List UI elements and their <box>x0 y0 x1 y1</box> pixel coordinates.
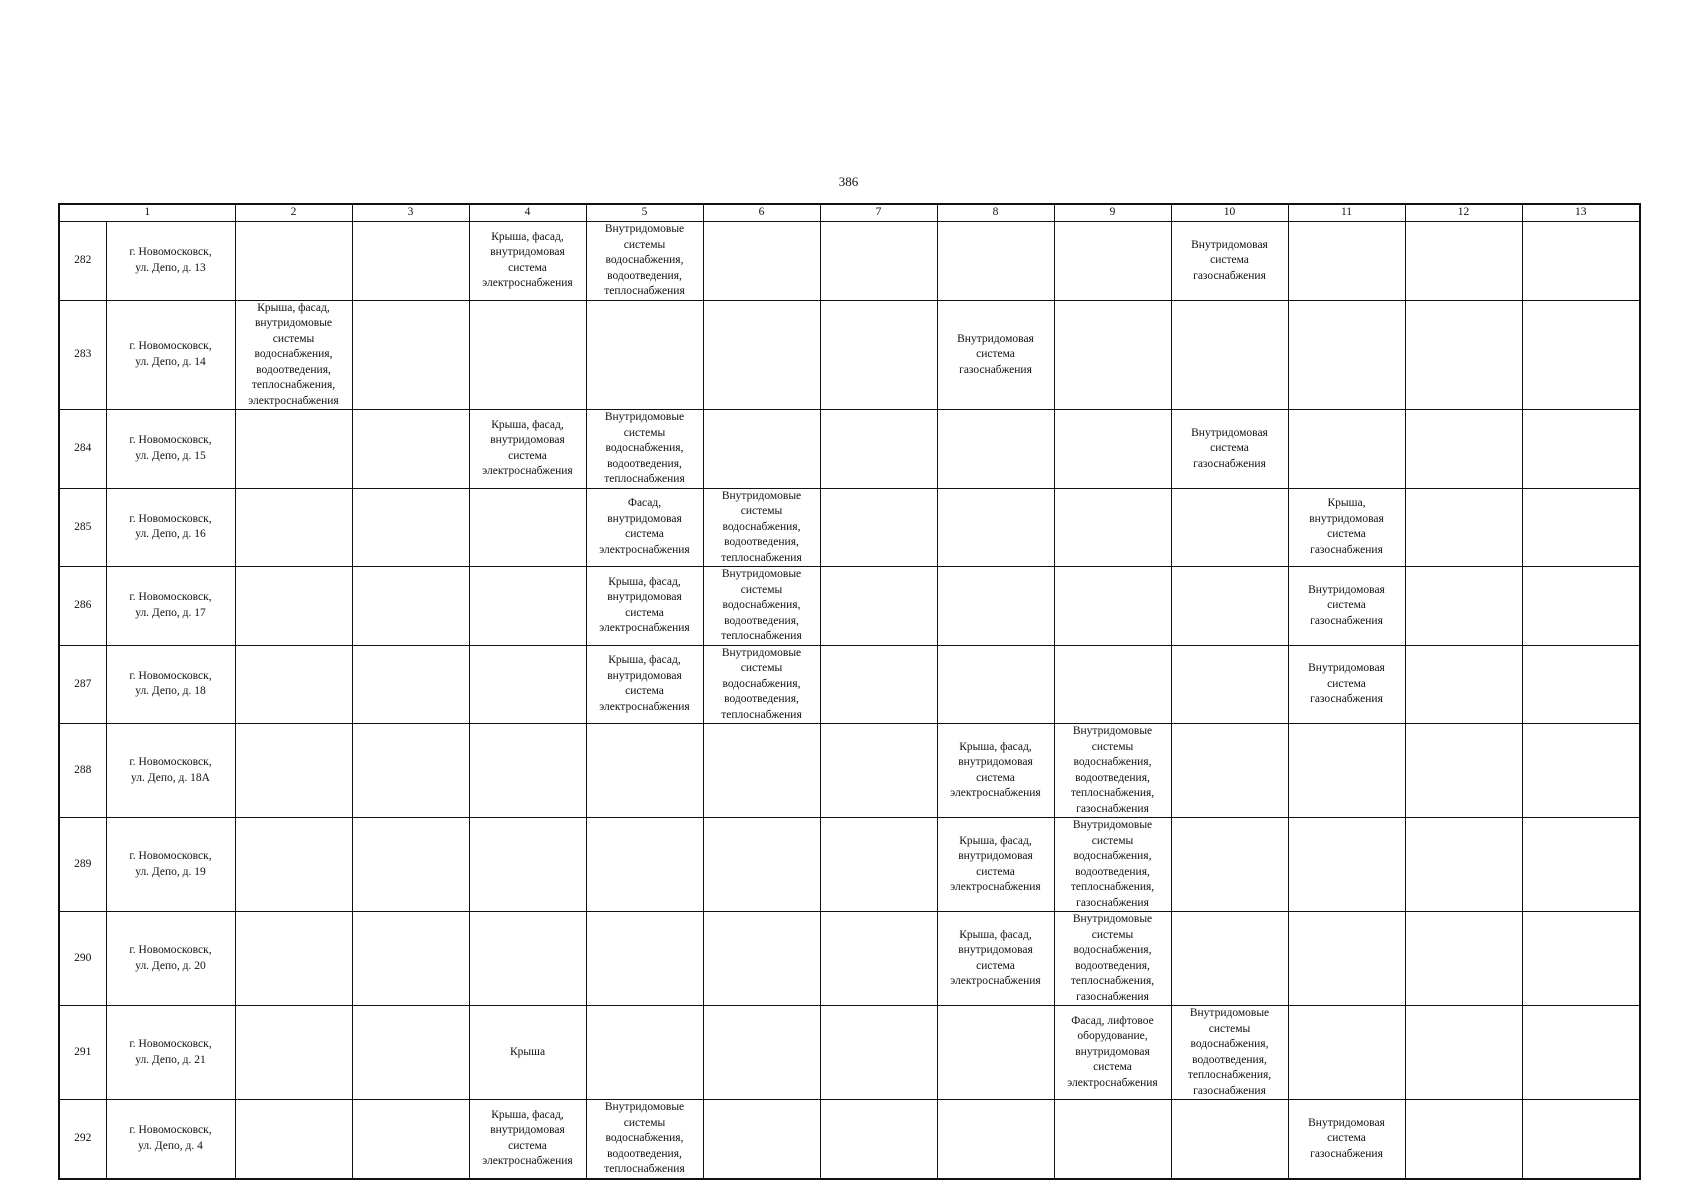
row-address <box>106 488 235 567</box>
cell-col-10 <box>1171 912 1288 1006</box>
cell-col-8 <box>937 300 1054 410</box>
cell-col-6 <box>703 724 820 818</box>
column-header-11: 11 <box>1288 204 1405 222</box>
cell-col-5 <box>586 567 703 646</box>
cell-col-10 <box>1171 645 1288 724</box>
row-number: 286 <box>59 567 106 646</box>
table-row <box>59 488 1640 567</box>
cell-col-7 <box>820 818 937 912</box>
cell-col-9 <box>1054 818 1171 912</box>
cell-col-9 <box>1054 724 1171 818</box>
cell-col-10 <box>1171 488 1288 567</box>
cell-col-11 <box>1288 818 1405 912</box>
cell-col-11 <box>1288 488 1405 567</box>
cell-col-11 <box>1288 410 1405 489</box>
cell-col-8 <box>937 222 1054 301</box>
row-address <box>106 222 235 301</box>
cell-text: Внутридомовые системы водоснабжения, водоотведения, теплоснабжения <box>604 411 685 485</box>
cell-text: Внутридомовая система газоснабжения <box>1308 583 1385 627</box>
table-row <box>59 645 1640 724</box>
cell-col-13 <box>1522 645 1640 724</box>
cell-text: Крыша, фасад, внутридомовая система электроснабжения <box>599 654 690 713</box>
cell-col-10 <box>1171 410 1288 489</box>
cell-col-11 <box>1288 645 1405 724</box>
cell-col-2 <box>235 1006 352 1100</box>
cell-col-11 <box>1288 1100 1405 1179</box>
column-header-3: 3 <box>352 204 469 222</box>
row-number: 287 <box>59 645 106 724</box>
cell-col-3 <box>352 1100 469 1179</box>
row-address <box>106 912 235 1006</box>
table-body <box>59 222 1640 1179</box>
cell-col-6 <box>703 567 820 646</box>
cell-col-5 <box>586 912 703 1006</box>
row-number: 291 <box>59 1006 106 1100</box>
cell-text: Крыша, фасад, внутридомовые системы водоснабжения, водоотведения, теплоснабжения, электроснабжения <box>248 301 339 407</box>
cell-col-3 <box>352 912 469 1006</box>
cell-text: Крыша <box>509 1045 546 1058</box>
cell-col-2 <box>235 724 352 818</box>
cell-col-4 <box>469 1100 586 1179</box>
cell-col-2 <box>235 567 352 646</box>
column-header-10: 10 <box>1171 204 1288 222</box>
cell-col-8 <box>937 912 1054 1006</box>
cell-col-8 <box>937 818 1054 912</box>
cell-col-5 <box>586 222 703 301</box>
cell-col-8 <box>937 1006 1054 1100</box>
row-number: 288 <box>59 724 106 818</box>
column-header-9: 9 <box>1054 204 1171 222</box>
cell-col-3 <box>352 410 469 489</box>
column-header-6: 6 <box>703 204 820 222</box>
cell-col-5 <box>586 1006 703 1100</box>
cell-text: Внутридомовые системы водоснабжения, водоотведения, теплоснабжения, газоснабжения <box>1070 819 1155 909</box>
header-row <box>59 204 1640 222</box>
cell-text: Крыша, фасад, внутридомовая система электроснабжения <box>950 928 1041 987</box>
row-number: 290 <box>59 912 106 1006</box>
cell-col-8 <box>937 410 1054 489</box>
address-text: г. Новомосковск, ул. Депо, д. 19 <box>129 850 212 878</box>
cell-col-2 <box>235 222 352 301</box>
cell-col-12 <box>1405 410 1522 489</box>
cell-col-13 <box>1522 724 1640 818</box>
cell-col-4 <box>469 1006 586 1100</box>
cell-col-3 <box>352 724 469 818</box>
cell-col-10 <box>1171 1100 1288 1179</box>
cell-col-7 <box>820 724 937 818</box>
cell-col-7 <box>820 222 937 301</box>
cell-text: Внутридомовые системы водоснабжения, водоотведения, теплоснабжения <box>721 489 802 564</box>
column-header-2: 2 <box>235 204 352 222</box>
cell-col-2 <box>235 645 352 724</box>
column-header-1: 1 <box>59 204 235 222</box>
cell-text: Внутридомовая система газоснабжения <box>1191 238 1268 282</box>
column-header-12: 12 <box>1405 204 1522 222</box>
table-row <box>59 1006 1640 1100</box>
cell-col-2 <box>235 818 352 912</box>
cell-col-8 <box>937 724 1054 818</box>
cell-col-4 <box>469 300 586 410</box>
cell-col-6 <box>703 1006 820 1100</box>
table-row <box>59 724 1640 818</box>
cell-col-7 <box>820 912 937 1006</box>
cell-col-3 <box>352 488 469 567</box>
cell-col-3 <box>352 300 469 410</box>
cell-col-6 <box>703 488 820 567</box>
cell-text: Внутридомовые системы водоснабжения, водоотведения, теплоснабжения <box>604 1101 685 1175</box>
cell-col-12 <box>1405 912 1522 1006</box>
cell-col-2 <box>235 488 352 567</box>
cell-col-12 <box>1405 645 1522 724</box>
cell-col-10 <box>1171 818 1288 912</box>
cell-col-11 <box>1288 300 1405 410</box>
cell-col-9 <box>1054 222 1171 301</box>
cell-col-11 <box>1288 1006 1405 1100</box>
address-text: г. Новомосковск, ул. Депо, д. 18 <box>129 669 212 698</box>
address-text: г. Новомосковск, ул. Депо, д. 15 <box>129 434 212 462</box>
cell-col-11 <box>1288 724 1405 818</box>
cell-col-9 <box>1054 1006 1171 1100</box>
cell-col-6 <box>703 300 820 410</box>
cell-col-3 <box>352 567 469 646</box>
cell-col-3 <box>352 1006 469 1100</box>
address-text: г. Новомосковск, ул. Депо, д. 21 <box>129 1038 212 1066</box>
cell-col-12 <box>1405 488 1522 567</box>
row-address <box>106 724 235 818</box>
cell-col-7 <box>820 410 937 489</box>
column-header-5: 5 <box>586 204 703 222</box>
column-header-4: 4 <box>469 204 586 222</box>
cell-col-2 <box>235 912 352 1006</box>
cell-col-12 <box>1405 818 1522 912</box>
table-row <box>59 300 1640 410</box>
cell-col-4 <box>469 818 586 912</box>
address-text: г. Новомосковск, ул. Депо, д. 18А <box>129 756 212 784</box>
row-address <box>106 1006 235 1100</box>
page-number: 386 <box>838 174 859 189</box>
cell-col-10 <box>1171 724 1288 818</box>
cell-col-7 <box>820 300 937 410</box>
row-address <box>106 1100 235 1179</box>
cell-text: Крыша, фасад, внутридомовая система электроснабжения <box>482 418 573 478</box>
cell-col-13 <box>1522 488 1640 567</box>
cell-text: Фасад, лифтовое оборудование, внутридомовая система электроснабжения <box>1067 1014 1158 1089</box>
cell-col-7 <box>820 1006 937 1100</box>
row-address <box>106 300 235 410</box>
cell-col-7 <box>820 1100 937 1179</box>
cell-col-4 <box>469 645 586 724</box>
cell-text: Внутридомовые системы водоснабжения, водоотведения, теплоснабжения, газоснабжения <box>1070 725 1155 815</box>
cell-text: Крыша, фасад, внутридомовая система электроснабжения <box>482 230 573 290</box>
cell-col-4 <box>469 222 586 301</box>
address-text: г. Новомосковск, ул. Депо, д. 4 <box>129 1124 212 1152</box>
column-header-13: 13 <box>1522 204 1640 222</box>
row-address <box>106 410 235 489</box>
row-address <box>106 567 235 646</box>
column-header-8: 8 <box>937 204 1054 222</box>
cell-col-12 <box>1405 1100 1522 1179</box>
address-text: г. Новомосковск, ул. Депо, д. 20 <box>129 944 212 972</box>
cell-text: Внутридомовые системы водоснабжения, водоотведения, теплоснабжения, газоснабжения <box>1187 1007 1272 1097</box>
cell-col-11 <box>1288 222 1405 301</box>
cell-text: Внутридомовая система газоснабжения <box>1308 1116 1385 1160</box>
cell-text: Внутридомовая система газоснабжения <box>1191 426 1268 470</box>
cell-col-7 <box>820 488 937 567</box>
table-row <box>59 410 1640 489</box>
cell-col-8 <box>937 567 1054 646</box>
cell-col-6 <box>703 410 820 489</box>
cell-text: Крыша, фасад, внутридомовая система электроснабжения <box>950 740 1041 799</box>
cell-col-13 <box>1522 300 1640 410</box>
cell-col-13 <box>1522 222 1640 301</box>
cell-col-12 <box>1405 1006 1522 1100</box>
cell-col-13 <box>1522 818 1640 912</box>
table-row <box>59 1100 1640 1179</box>
cell-text: Внутридомовые системы водоснабжения, водоотведения, теплоснабжения <box>721 646 802 721</box>
cell-text: Крыша, фасад, внутридомовая система электроснабжения <box>482 1108 573 1168</box>
cell-text: Внутридомовая система газоснабжения <box>957 332 1034 376</box>
cell-col-9 <box>1054 300 1171 410</box>
cell-text: Крыша, внутридомовая система газоснабжения <box>1309 497 1384 556</box>
table-row <box>59 818 1640 912</box>
cell-col-4 <box>469 724 586 818</box>
cell-col-8 <box>937 488 1054 567</box>
cell-col-9 <box>1054 912 1171 1006</box>
cell-col-5 <box>586 724 703 818</box>
cell-col-13 <box>1522 1100 1640 1179</box>
row-number: 284 <box>59 410 106 489</box>
cell-col-6 <box>703 645 820 724</box>
cell-col-6 <box>703 1100 820 1179</box>
cell-col-3 <box>352 222 469 301</box>
cell-col-2 <box>235 300 352 410</box>
row-address <box>106 645 235 724</box>
cell-col-5 <box>586 300 703 410</box>
cell-col-13 <box>1522 567 1640 646</box>
address-text: г. Новомосковск, ул. Депо, д. 13 <box>129 246 212 274</box>
cell-col-4 <box>469 912 586 1006</box>
row-address <box>106 818 235 912</box>
cell-col-2 <box>235 1100 352 1179</box>
row-number: 292 <box>59 1100 106 1179</box>
address-text: г. Новомосковск, ул. Депо, д. 16 <box>129 512 212 541</box>
table-row <box>59 912 1640 1006</box>
schedule-table <box>58 203 1641 1180</box>
table-header <box>59 204 1640 222</box>
row-number: 289 <box>59 818 106 912</box>
cell-col-6 <box>703 818 820 912</box>
cell-col-12 <box>1405 567 1522 646</box>
cell-col-5 <box>586 488 703 567</box>
row-number: 283 <box>59 300 106 410</box>
cell-text: Крыша, фасад, внутридомовая система электроснабжения <box>950 834 1041 893</box>
cell-col-9 <box>1054 1100 1171 1179</box>
cell-text: Внутридомовые системы водоснабжения, водоотведения, теплоснабжения <box>721 568 802 642</box>
cell-col-5 <box>586 410 703 489</box>
cell-col-13 <box>1522 912 1640 1006</box>
cell-col-8 <box>937 645 1054 724</box>
cell-col-9 <box>1054 645 1171 724</box>
cell-col-10 <box>1171 300 1288 410</box>
cell-col-12 <box>1405 222 1522 301</box>
column-header-7: 7 <box>820 204 937 222</box>
row-number: 285 <box>59 488 106 567</box>
cell-col-7 <box>820 645 937 724</box>
cell-col-4 <box>469 410 586 489</box>
cell-text: Фасад, внутридомовая система электроснабжения <box>599 497 690 556</box>
cell-col-11 <box>1288 912 1405 1006</box>
cell-col-6 <box>703 912 820 1006</box>
cell-col-10 <box>1171 222 1288 301</box>
row-number: 282 <box>59 222 106 301</box>
cell-col-3 <box>352 645 469 724</box>
cell-col-4 <box>469 488 586 567</box>
cell-col-4 <box>469 567 586 646</box>
cell-col-6 <box>703 222 820 301</box>
cell-text: Внутридомовая система газоснабжения <box>1308 662 1385 705</box>
cell-col-5 <box>586 645 703 724</box>
cell-text: Крыша, фасад, внутридомовая система электроснабжения <box>599 575 690 635</box>
cell-col-3 <box>352 818 469 912</box>
cell-col-9 <box>1054 410 1171 489</box>
cell-col-13 <box>1522 410 1640 489</box>
cell-col-9 <box>1054 488 1171 567</box>
cell-col-5 <box>586 818 703 912</box>
cell-col-10 <box>1171 567 1288 646</box>
cell-col-13 <box>1522 1006 1640 1100</box>
address-text: г. Новомосковск, ул. Депо, д. 17 <box>129 591 212 619</box>
table-row <box>59 567 1640 646</box>
cell-text: Внутридомовые системы водоснабжения, водоотведения, теплоснабжения, газоснабжения <box>1070 913 1155 1003</box>
cell-col-12 <box>1405 724 1522 818</box>
table-row <box>59 222 1640 301</box>
cell-col-8 <box>937 1100 1054 1179</box>
cell-col-12 <box>1405 300 1522 410</box>
address-text: г. Новомосковск, ул. Депо, д. 14 <box>129 340 212 368</box>
cell-col-5 <box>586 1100 703 1179</box>
cell-text: Внутридомовые системы водоснабжения, водоотведения, теплоснабжения <box>604 223 685 297</box>
cell-col-11 <box>1288 567 1405 646</box>
cell-col-7 <box>820 567 937 646</box>
cell-col-2 <box>235 410 352 489</box>
cell-col-10 <box>1171 1006 1288 1100</box>
cell-col-9 <box>1054 567 1171 646</box>
